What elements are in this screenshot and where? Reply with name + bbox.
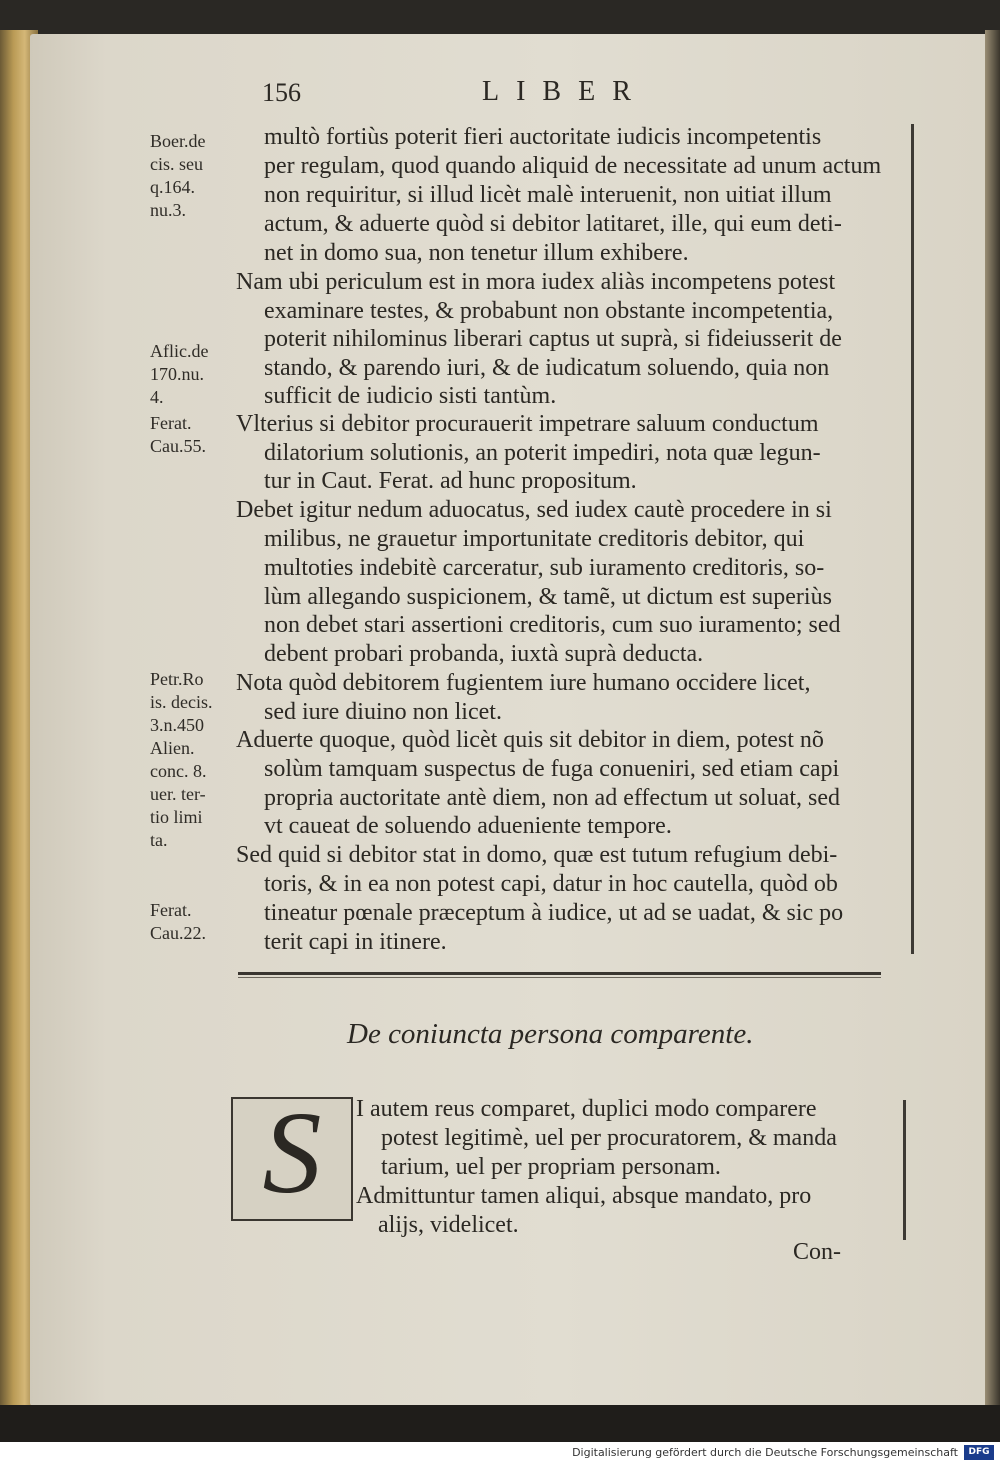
margin-note: Aflic.de 170.nu. 4. <box>150 341 209 407</box>
text-line: vt caueat de soluendo adueniente tempore. <box>264 813 672 839</box>
dfg-logo: DFG <box>964 1445 994 1460</box>
page-right-edge <box>985 30 1000 1410</box>
text-line: solùm tamquam suspectus de fuga conueniri, sed etiam capi <box>264 756 840 782</box>
page-number: 156 <box>262 78 301 107</box>
running-title: LIBER <box>482 76 648 107</box>
catchword: Con- <box>793 1239 841 1265</box>
text-line: non debet stari assertioni creditoris, cum suo iuramento; sed <box>264 612 841 638</box>
text-line: stando, & parendo iuri, & de iudicatum soluendo, quia non <box>264 355 830 381</box>
text-line: potest legitimè, uel per procuratorem, & manda <box>381 1125 837 1151</box>
text-line: multoties indebitè carceratur, sub iuramento creditoris, so- <box>264 555 825 581</box>
section-rule-thin <box>238 977 881 978</box>
text-line: multò fortiùs poterit fieri auctoritate iudicis incompetentis <box>264 124 822 150</box>
text-line: sufficit de iudicio sisti tantùm. <box>264 383 557 409</box>
margin-note: Boer.de cis. seu q.164. nu.3. <box>150 131 206 220</box>
text-line: Nam ubi periculum est in mora iudex aliàs incompetens potest <box>236 269 836 295</box>
text-line: Vlterius si debitor procurauerit impetrare saluum conductum <box>236 411 819 437</box>
text-line: poterit nihilominus liberari captus ut suprà, si fideiusserit de <box>264 326 842 352</box>
book-bottom-shadow <box>0 1405 1000 1442</box>
text-line: alijs, videlicet. <box>378 1212 519 1238</box>
initial-letter: S <box>262 1087 322 1218</box>
text-line: Debet igitur nedum aduocatus, sed iudex cautè procedere in si <box>236 497 832 523</box>
text-line: Admittuntur tamen aliqui, absque mandato, pro <box>356 1183 812 1209</box>
margin-bracket-line <box>911 124 914 954</box>
text-line: milibus, ne grauetur importunitate creditoris debitor, qui <box>264 526 805 552</box>
text-line: debent probari probanda, iuxtà suprà deducta. <box>264 641 704 667</box>
section-rule <box>238 972 881 975</box>
text-line: propria auctoritate antè diem, non ad effectum ut soluat, sed <box>264 785 841 811</box>
text-line: examinare testes, & probabunt non obstante incompetentia, <box>264 298 834 324</box>
text-line: actum, & aduerte quòd si debitor latitaret, ille, qui eum deti- <box>264 211 842 237</box>
text-line: Sed quid si debitor stat in domo, quæ est tutum refugium debi- <box>236 842 838 868</box>
text-line: dilatorium solutionis, an poterit impediri, nota quæ legun- <box>264 440 821 466</box>
text-line: Aduerte quoque, quòd licèt quis sit debitor in diem, potest nõ <box>236 727 824 753</box>
text-line: tineatur pœnale præceptum à iudice, ut ad se uadat, & sic po <box>264 900 844 926</box>
section-heading: De coniuncta persona comparente. <box>347 1018 754 1050</box>
margin-bracket-line <box>903 1100 906 1240</box>
text-line: tur in Caut. Ferat. ad hunc propositum. <box>264 468 637 494</box>
footer-credit: Digitalisierung gefördert durch die Deutsche Forschungsgemeinschaft <box>572 1446 958 1459</box>
decorated-initial <box>231 1087 353 1221</box>
text-line: tarium, uel per propriam personam. <box>381 1154 721 1180</box>
text-line: Nota quòd debitorem fugientem iure humano occidere licet, <box>236 670 811 696</box>
margin-note: Petr.Ro is. decis. 3.n.450 <box>150 669 213 735</box>
text-line: sed iure diuino non licet. <box>264 699 502 725</box>
margin-note: Ferat. Cau.55. <box>150 413 206 456</box>
text-line: non requiritur, si illud licèt malè interuenit, non uitiat illum <box>264 182 832 208</box>
margin-note: Alien. conc. 8. uer. ter- tio limi ta. <box>150 738 207 850</box>
text-line: toris, & in ea non potest capi, datur in hoc cautella, quòd ob <box>264 871 838 897</box>
text-line: per regulam, quod quando aliquid de necessitate ad unum actum <box>264 153 882 179</box>
text-line: terit capi in itinere. <box>264 929 447 955</box>
text-line: lùm allegando suspicionem, & tamẽ, ut dictum est superiùs <box>264 584 832 610</box>
text-line: net in domo sua, non tenetur illum exhibere. <box>264 240 689 266</box>
text-line: I autem reus comparet, duplici modo comparere <box>356 1096 817 1122</box>
margin-note: Ferat. Cau.22. <box>150 900 206 943</box>
